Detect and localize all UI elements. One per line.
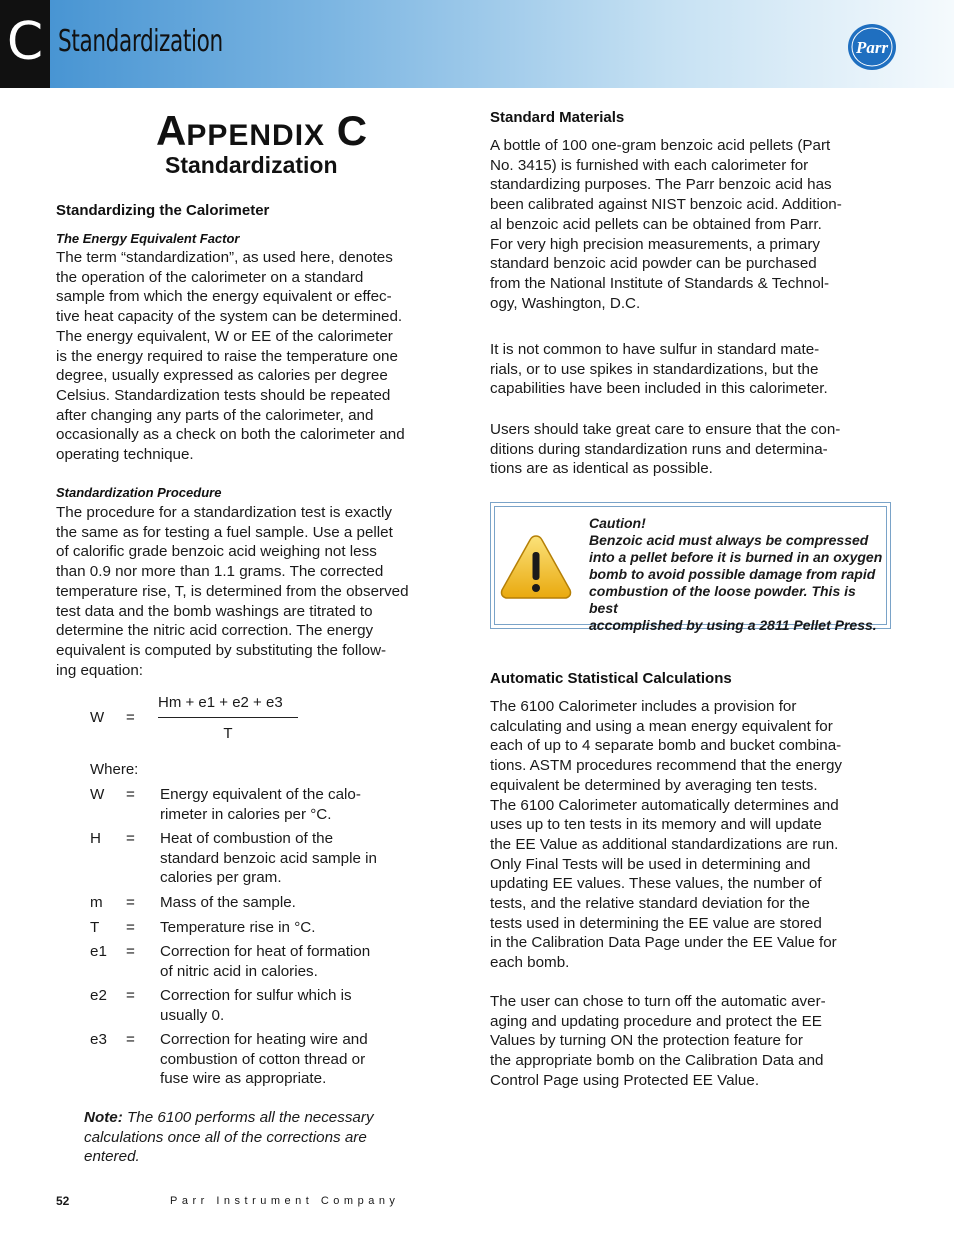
variable-equals: = — [126, 786, 135, 803]
section-title-standardizing: Standardizing the Calorimeter — [56, 202, 270, 219]
variable-definition: Temperature rise in °C. — [160, 919, 316, 936]
parr-logo-text: Parr — [855, 38, 889, 57]
variable-definition: Correction for heating wire and combustion of cotton thread or fuse wire as appropriate. — [160, 1031, 368, 1088]
caution-title: Caution! — [589, 515, 646, 531]
variable-definition: Mass of the sample. — [160, 894, 296, 911]
variable-equals: = — [126, 943, 135, 960]
paragraph-materials-1: A bottle of 100 one-gram benzoic acid pellets (Part No. 3415) is furnished with each calorimeter for standardizing purposes. The Parr benzoic acid has been calibrated against NIST benzoic acid. Addition- al benzoic acid pellets can be obtained from Parr. For very high precision measurements, a primary standard benzoic acid powder can be purchased from the National Institute of Standards & Technol- ogy, Washington, D.C. — [490, 137, 842, 312]
paragraph-energy-equivalent: The term “standardization”, as used here, denotes the operation of the calorimeter on a standard sample from which the energy equivalent or effec- tive heat capacity of the system can be determined. The energy equivalent, W or EE of the calorimeter is the energy required to raise the temperature one degree, usually expressed as calories per degree Celsius. Standardization tests should be repeated after changing any parts of the calorimeter, and occasionally as a check on both the calorimeter and operating technique. — [56, 249, 405, 464]
variable-symbol: W — [90, 786, 105, 803]
variable-definition: Heat of combustion of the standard benzoic acid sample in calories per gram. — [160, 830, 377, 887]
paragraph-procedure: The procedure for a standardization test is exactly the same as for testing a fuel sample. Use a pellet of calorific grade benzoic acid weighing not less than 0.9 nor more than 1.1 grams. The corrected temperature rise, T, is determined from the observed test data and the bomb washings are titrated to determine the nitric acid correction. The energy equivalent is computed by substituting the follow- ing equation: — [56, 504, 409, 679]
variable-symbol: e1 — [90, 943, 107, 960]
variable-symbol: m — [90, 894, 103, 911]
paragraph-auto-1: The 6100 Calorimeter includes a provision for calculating and using a mean energy equivalent for each of up to 4 separate bomb and bucket combina- tions. ASTM procedures recommend that the energy equivalent be determined by averaging ten tests. The 6100 Calorimeter automatically determines and uses up to ten tests in its memory and will update the EE Value as additional standardizations are run. Only Final Tests will be used in determining and updating EE values. These values, the number of tests, and the relative standard deviation for the tests used in determining the EE value are stored in the Calibration Data Page under the EE Value for each bomb. — [490, 698, 843, 972]
note — [84, 1108, 424, 1167]
equation-fraction-bar — [158, 717, 298, 718]
heading-energy-equivalent: The Energy Equivalent Factor — [56, 231, 240, 246]
where-label: Where: — [90, 761, 139, 778]
note-label: Note: — [84, 1109, 123, 1126]
warning-icon — [498, 532, 574, 602]
equation-equals: = — [126, 709, 135, 726]
heading-standard-materials: Standard Materials — [490, 109, 625, 126]
parr-logo — [846, 22, 898, 72]
variable-equals: = — [126, 894, 135, 911]
appendix-cap: A — [156, 107, 187, 154]
variable-symbol: H — [90, 830, 101, 847]
footer-company: Parr Instrument Company — [170, 1195, 400, 1207]
variable-definition: Correction for sulfur which is usually 0. — [160, 987, 352, 1024]
variable-definition: Correction for heat of formation of nitric acid in calories. — [160, 943, 371, 980]
variable-equals: = — [126, 1031, 135, 1048]
page-number: 52 — [56, 1194, 70, 1208]
equation-numerator: Hm + e1 + e2 + e3 — [158, 694, 283, 711]
variable-definition: Energy equivalent of the calo- rimeter in calories per °C. — [160, 786, 361, 823]
heading-standardization-procedure: Standardization Procedure — [56, 485, 222, 500]
note-text: The 6100 performs all the necessary calculations once all of the corrections are entered. — [84, 1109, 374, 1166]
caution-text: Benzoic acid must always be compressed into a pellet before it is burned in an oxygen bomb to avoid possible damage from rapid combustion of the loose powder. This is best accomplished by using a 2811 Pellet Press. — [589, 532, 883, 633]
variable-symbol: e2 — [90, 987, 107, 1004]
paragraph-materials-2: It is not common to have sulfur in standard mate- rials, or to use spikes in standardizations, but the capabilities have been included in this calorimeter. — [490, 341, 828, 398]
variable-symbol: e3 — [90, 1031, 107, 1048]
appendix-subtitle: Standardization — [165, 152, 338, 178]
appendix-letter: C — [336, 107, 368, 154]
paragraph-auto-2: The user can chose to turn off the automatic aver- aging and updating procedure and protect the EE Values by turning ON the protection feature for the appropriate bomb on the Calibration Data and Control Page using Protected EE Value. — [490, 993, 826, 1089]
variable-equals: = — [126, 830, 135, 847]
equation-lhs: W — [90, 709, 105, 726]
appendix-word: PPENDIX — [186, 119, 326, 152]
variable-equals: = — [126, 919, 135, 936]
header-title: Standardization — [58, 24, 223, 59]
heading-automatic-statistical: Automatic Statistical Calculations — [490, 670, 732, 687]
paragraph-materials-3: Users should take great care to ensure that the con- ditions during standardization runs and determina- tions are as identical as possible. — [490, 421, 841, 478]
equation-denominator: T — [223, 725, 233, 742]
variable-symbol: T — [90, 919, 100, 936]
tab-letter: C — [6, 12, 44, 72]
appendix-tab — [0, 0, 50, 88]
variable-equals: = — [126, 987, 135, 1004]
